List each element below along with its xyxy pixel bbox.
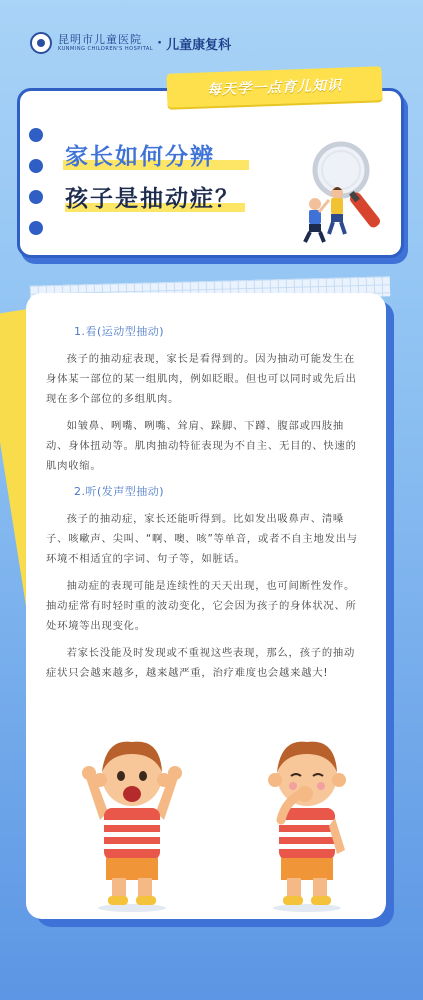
binder-ring-icon: [29, 221, 43, 235]
header-separator: ·: [157, 35, 163, 51]
coughing-boy-illustration: [251, 728, 363, 913]
hospital-name-block: [58, 33, 153, 53]
hospital-logo-icon: [30, 32, 52, 54]
title-line-2: 孩子是抽动症？: [65, 186, 240, 212]
daily-tip-text: 每天学一点育儿知识: [206, 77, 343, 99]
paragraph: 孩子的抽动症，家长还能听得到。比如发出吸鼻声、清嗓子、咳嗽声、尖叫、“啊、噢、咳”等单音，或者不自主地发出与环境不相适宜的字词、句子等，如脏话。: [46, 513, 358, 565]
section-title-look: 1.看(运动型抽动): [74, 325, 165, 338]
binder-rings: [29, 128, 49, 252]
paragraph: 抽动症的表现可能是连续性的天天出现，也可间断性发作。抽动症常有时轻时重的波动变化，它会因为孩子的身体状况、所处环境等出现变化。: [46, 580, 357, 632]
title-card: [17, 77, 404, 258]
article-body: [46, 323, 366, 690]
department-name: 儿童康复科: [166, 37, 232, 53]
header: [30, 30, 231, 56]
section-title-listen: 2.听(发声型抽动): [74, 485, 165, 498]
binder-ring-icon: [29, 128, 43, 142]
binder-ring-icon: [29, 159, 43, 173]
title-line-1: 家长如何分辨: [65, 144, 215, 170]
magnifier-people-illustration: [299, 138, 399, 248]
hospital-name: 昆明市儿童医院: [58, 33, 142, 46]
content-card: [26, 293, 386, 919]
conclusion-paragraph: 若家长没能及时发现或不重视这些表现，那么，孩子的抽动症状只会越来越多，越来越严重，治疗难度也会越来越大!: [46, 647, 356, 679]
paragraph: 孩子的抽动症表现，家长是看得到的。因为抽动可能发生在身体某一部位的某一组肌肉，例如眨眼。但也可以同时或先后出现在多个部位的多组肌肉。: [46, 353, 357, 405]
paragraph: 如皱鼻、咧嘴、咧嘴、耸肩、跺脚、下蹲、腹部或四肢抽动、身体扭动等。肌肉抽动特征表现为不自主、无目的、快速的肌肉收缩。: [46, 420, 357, 472]
hospital-name-en: KUNMING CHILDREN'S HOSPITAL: [58, 46, 154, 52]
shouting-boy-illustration: [76, 728, 188, 913]
binder-ring-icon: [29, 190, 43, 204]
